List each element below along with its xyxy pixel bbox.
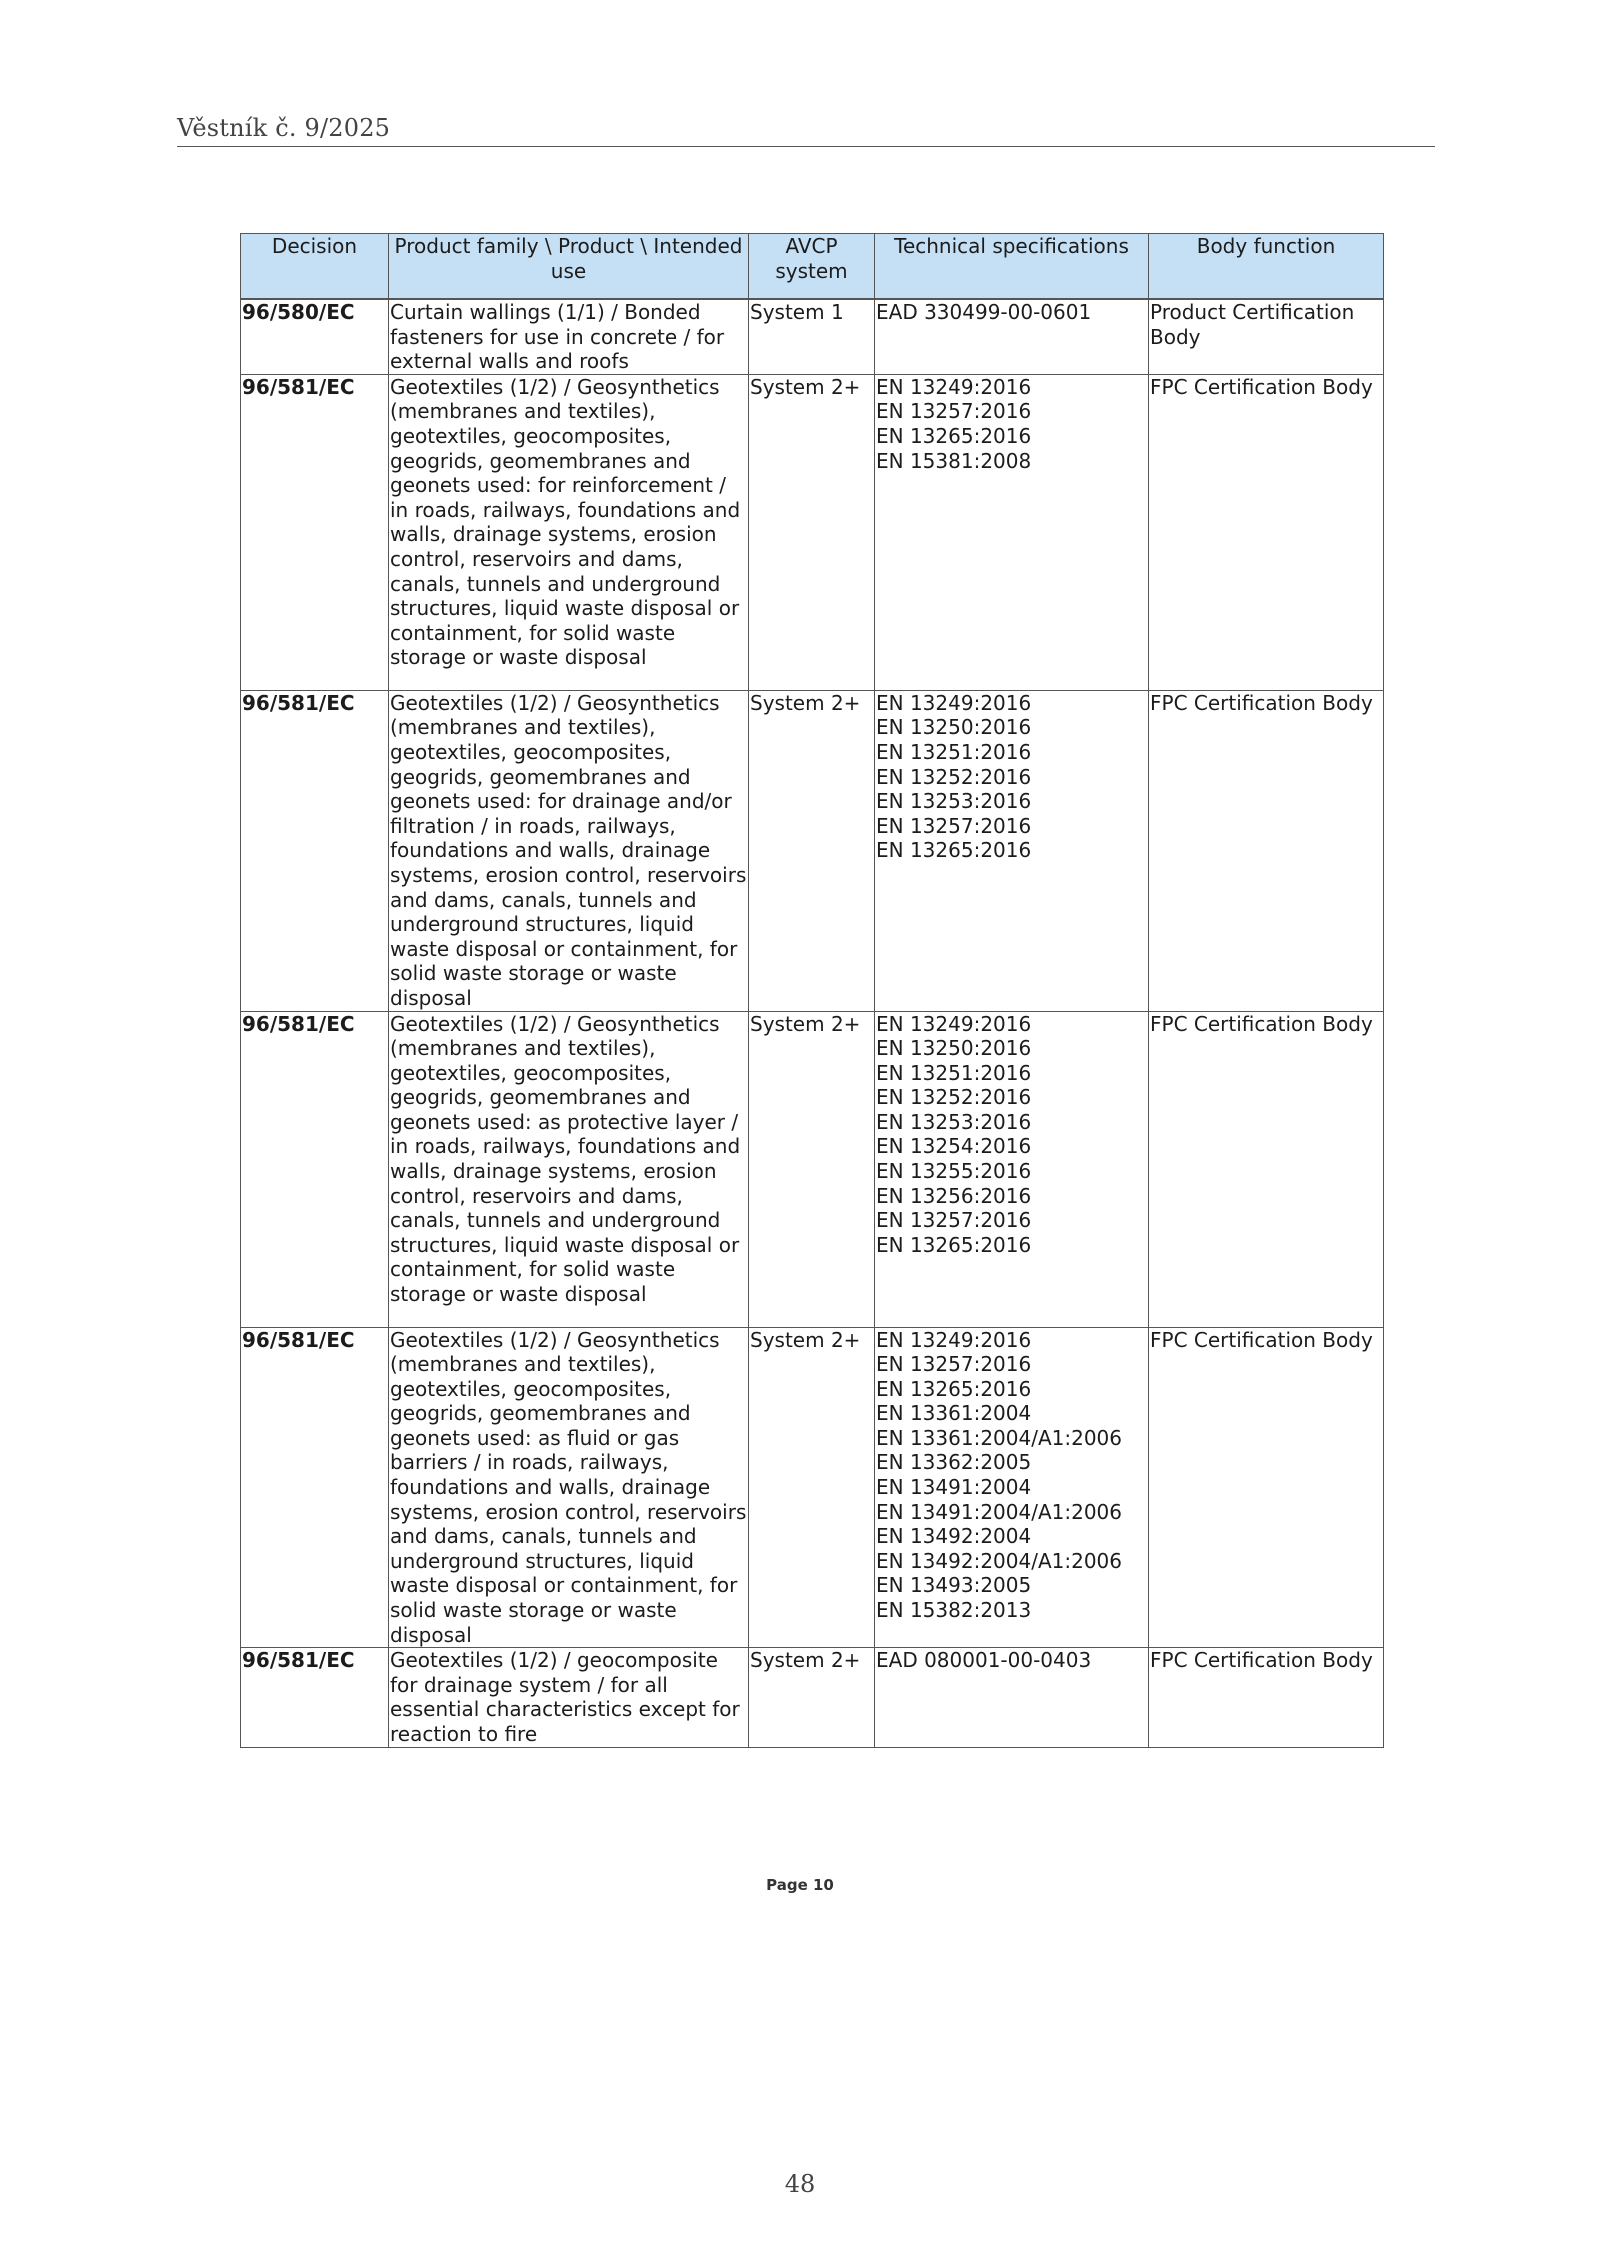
avcp-cell: System 2+ [749,1011,875,1327]
spec-item: EAD 080001-00-0403 [876,1648,1092,1673]
spec-item: EN 13257:2016 [876,813,1032,838]
spec-item: EN 13265:2016 [876,838,1032,863]
specs-cell [875,1011,1149,1327]
spec-item: EN 13361:2004/A1:2006 [876,1425,1122,1450]
product-cell: Geotextiles (1/2) / Geosynthetics (membranes and textiles), geotextiles, geocomposites, geogrids, geomembranes and geonets used: as fluid or gas barriers / in roads, railways, foundations and walls, drainage systems, erosion control, reservoirs and dams, canals, tunnels and underground structures, liquid waste disposal or containment, for solid waste storage or waste disposal [389,1327,749,1648]
spec-item: EN 15382:2013 [876,1598,1032,1623]
avcp-cell: System 1 [749,300,875,375]
product-cell: Geotextiles (1/2) / Geosynthetics (membranes and textiles), geotextiles, geocomposites, geogrids, geomembranes and geonets used: for reinforcement / in roads, railways, foundations and walls, drainage systems, erosion control, reservoirs and dams, canals, tunnels and underground structures, liquid waste disposal or containment, for solid waste storage or waste disposal [389,374,749,690]
column-header-product: Product family \ Product \ Intended use [389,234,749,299]
spec-item: EN 13256:2016 [876,1183,1032,1208]
spec-item: EN 13491:2004/A1:2006 [876,1499,1122,1524]
spec-item: EN 13492:2004/A1:2006 [876,1548,1122,1573]
spec-item: EN 13362:2005 [876,1450,1032,1475]
table-header-row [241,234,1384,299]
specs-cell [875,374,1149,690]
decision-cell: 96/581/EC [241,690,389,1011]
spec-item: EN 13252:2016 [876,764,1032,789]
avcp-cell: System 2+ [749,1648,875,1747]
spec-item: EN 13265:2016 [876,1376,1032,1401]
spec-item: EN 13493:2005 [876,1573,1032,1598]
product-cell: Geotextiles (1/2) / geocomposite for drainage system / for all essential characteristics except for reaction to fire [389,1648,749,1747]
column-header-avcp: AVCP system [749,234,875,299]
spec-item: EN 13249:2016 [876,1327,1032,1352]
table-row [241,690,1384,1011]
table-row [241,300,1384,375]
spec-item: EN 13257:2016 [876,1352,1032,1377]
column-header-specs: Technical specifications [875,234,1149,299]
decision-cell: 96/581/EC [241,374,389,690]
spec-item: EN 15381:2008 [876,448,1032,473]
product-cell: Geotextiles (1/2) / Geosynthetics (membranes and textiles), geotextiles, geocomposites, geogrids, geomembranes and geonets used: as protective layer / in roads, railways, foundations and walls, drainage systems, erosion control, reservoirs and dams, canals, tunnels and underground structures, liquid waste disposal or containment, for solid waste storage or waste disposal [389,1011,749,1327]
spec-item: EN 13257:2016 [876,1208,1032,1233]
spec-item: EAD 330499-00-0601 [876,300,1092,324]
column-header-body: Body function [1149,234,1384,299]
body-function-cell: FPC Certification Body [1149,1648,1384,1747]
specs-cell [875,1648,1149,1747]
spec-item: EN 13253:2016 [876,789,1032,814]
avcp-cell: System 2+ [749,690,875,1011]
table-row [241,1327,1384,1648]
table-row [241,1648,1384,1747]
specs-cell [875,690,1149,1011]
decision-cell: 96/581/EC [241,1011,389,1327]
spec-item: EN 13257:2016 [876,399,1032,424]
decision-cell: 96/581/EC [241,1648,389,1747]
spec-item: EN 13254:2016 [876,1134,1032,1159]
spec-item: EN 13255:2016 [876,1159,1032,1184]
avcp-cell: System 2+ [749,1327,875,1648]
body-function-cell: FPC Certification Body [1149,374,1384,690]
spec-item: EN 13250:2016 [876,715,1032,740]
body-function-cell: FPC Certification Body [1149,1011,1384,1327]
spec-item: EN 13491:2004 [876,1475,1032,1500]
product-cell: Geotextiles (1/2) / Geosynthetics (membranes and textiles), geotextiles, geocomposites, geogrids, geomembranes and geonets used: for drainage and/or filtration / in roads, railways, foundations and walls, drainage systems, erosion control, reservoirs and dams, canals, tunnels and underground structures, liquid waste disposal or containment, for solid waste storage or waste disposal [389,690,749,1011]
decision-cell: 96/580/EC [241,300,389,375]
spec-item: EN 13250:2016 [876,1036,1032,1061]
body-function-cell: FPC Certification Body [1149,690,1384,1011]
body-function-cell: Product Certification Body [1149,300,1384,375]
page-label: Page 10 [766,1876,834,1894]
table-row [241,1011,1384,1327]
spec-item: EN 13253:2016 [876,1109,1032,1134]
spec-item: EN 13265:2016 [876,423,1032,448]
spec-item: EN 13265:2016 [876,1232,1032,1257]
spec-item: EN 13252:2016 [876,1085,1032,1110]
running-header: Věstník č. 9/2025 [177,114,1435,147]
spec-item: EN 13251:2016 [876,1060,1032,1085]
specs-cell [875,1327,1149,1648]
decision-cell: 96/581/EC [241,1327,389,1648]
spec-item: EN 13249:2016 [876,690,1032,715]
spec-item: EN 13249:2016 [876,1011,1032,1036]
page-number: 48 [784,2170,816,2198]
spec-item: EN 13249:2016 [876,374,1032,399]
table-row [241,374,1384,690]
product-cell: Curtain wallings (1/1) / Bonded fasteners for use in concrete / for external walls and roofs [389,300,749,375]
spec-item: EN 13251:2016 [876,739,1032,764]
spec-item: EN 13492:2004 [876,1524,1032,1549]
table-body [241,299,1384,1748]
product-table [240,233,1384,1748]
spec-item: EN 13361:2004 [876,1401,1032,1426]
body-function-cell: FPC Certification Body [1149,1327,1384,1648]
specs-cell [875,300,1149,375]
avcp-cell: System 2+ [749,374,875,690]
column-header-decision: Decision [241,234,389,299]
